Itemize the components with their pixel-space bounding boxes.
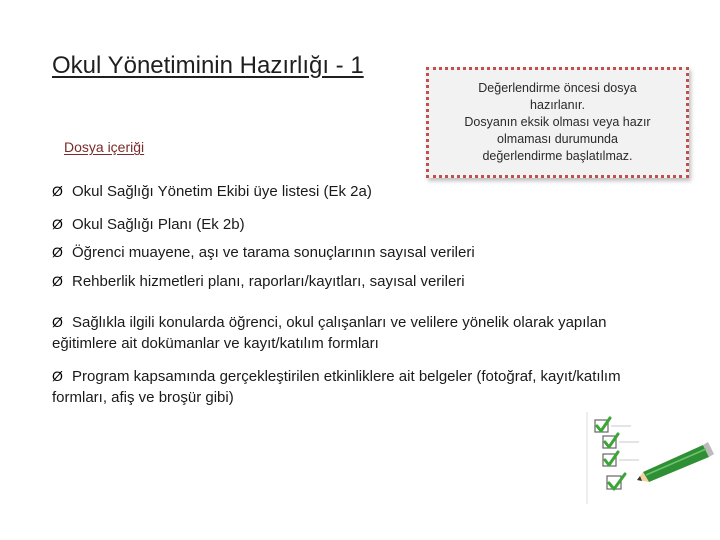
- list-item: Ø Okul Sağlığı Planı (Ek 2b): [52, 216, 245, 233]
- list-item: Ø Sağlıkla ilgili konularda öğrenci, okul çalışanları ve velilere yönelik olarak yapılan eğitimlere ait dokümanlar ve kayıt/katılım formları: [52, 314, 607, 352]
- note-line: olmaması durumunda: [497, 132, 618, 146]
- arrow-bullet-icon: Ø: [52, 273, 63, 289]
- list-item: Ø Öğrenci muayene, aşı ve tarama sonuçlarının sayısal verileri: [52, 244, 475, 261]
- note-callout: [426, 67, 689, 178]
- arrow-bullet-icon: Ø: [52, 314, 63, 330]
- list-item: Ø Program kapsamında gerçekleştirilen etkinliklere ait belgeler (fotoğraf, kayıt/katılım formları, afiş ve broşür gibi): [52, 368, 621, 406]
- slide-title: Okul Yönetiminin Hazırlığı - 1: [52, 52, 364, 79]
- arrow-bullet-icon: Ø: [52, 183, 63, 199]
- arrow-bullet-icon: Ø: [52, 368, 63, 384]
- note-line: Dosyanın eksik olması veya hazır: [464, 115, 651, 129]
- note-line: değerlendirme başlatılmaz.: [482, 149, 633, 163]
- list-item: Ø Okul Sağlığı Yönetim Ekibi üye listesi (Ek 2a): [52, 183, 372, 200]
- arrow-bullet-icon: Ø: [52, 244, 63, 260]
- list-item: Ø Rehberlik hizmetleri planı, raporları/kayıtları, sayısal verileri: [52, 273, 465, 290]
- arrow-bullet-icon: Ø: [52, 216, 63, 232]
- checklist-pencil-icon: [585, 412, 715, 504]
- note-line: Değerlendirme öncesi dosya: [478, 81, 637, 95]
- note-line: hazırlanır.: [530, 98, 585, 112]
- slide-subtitle: Dosya içeriği: [64, 139, 145, 155]
